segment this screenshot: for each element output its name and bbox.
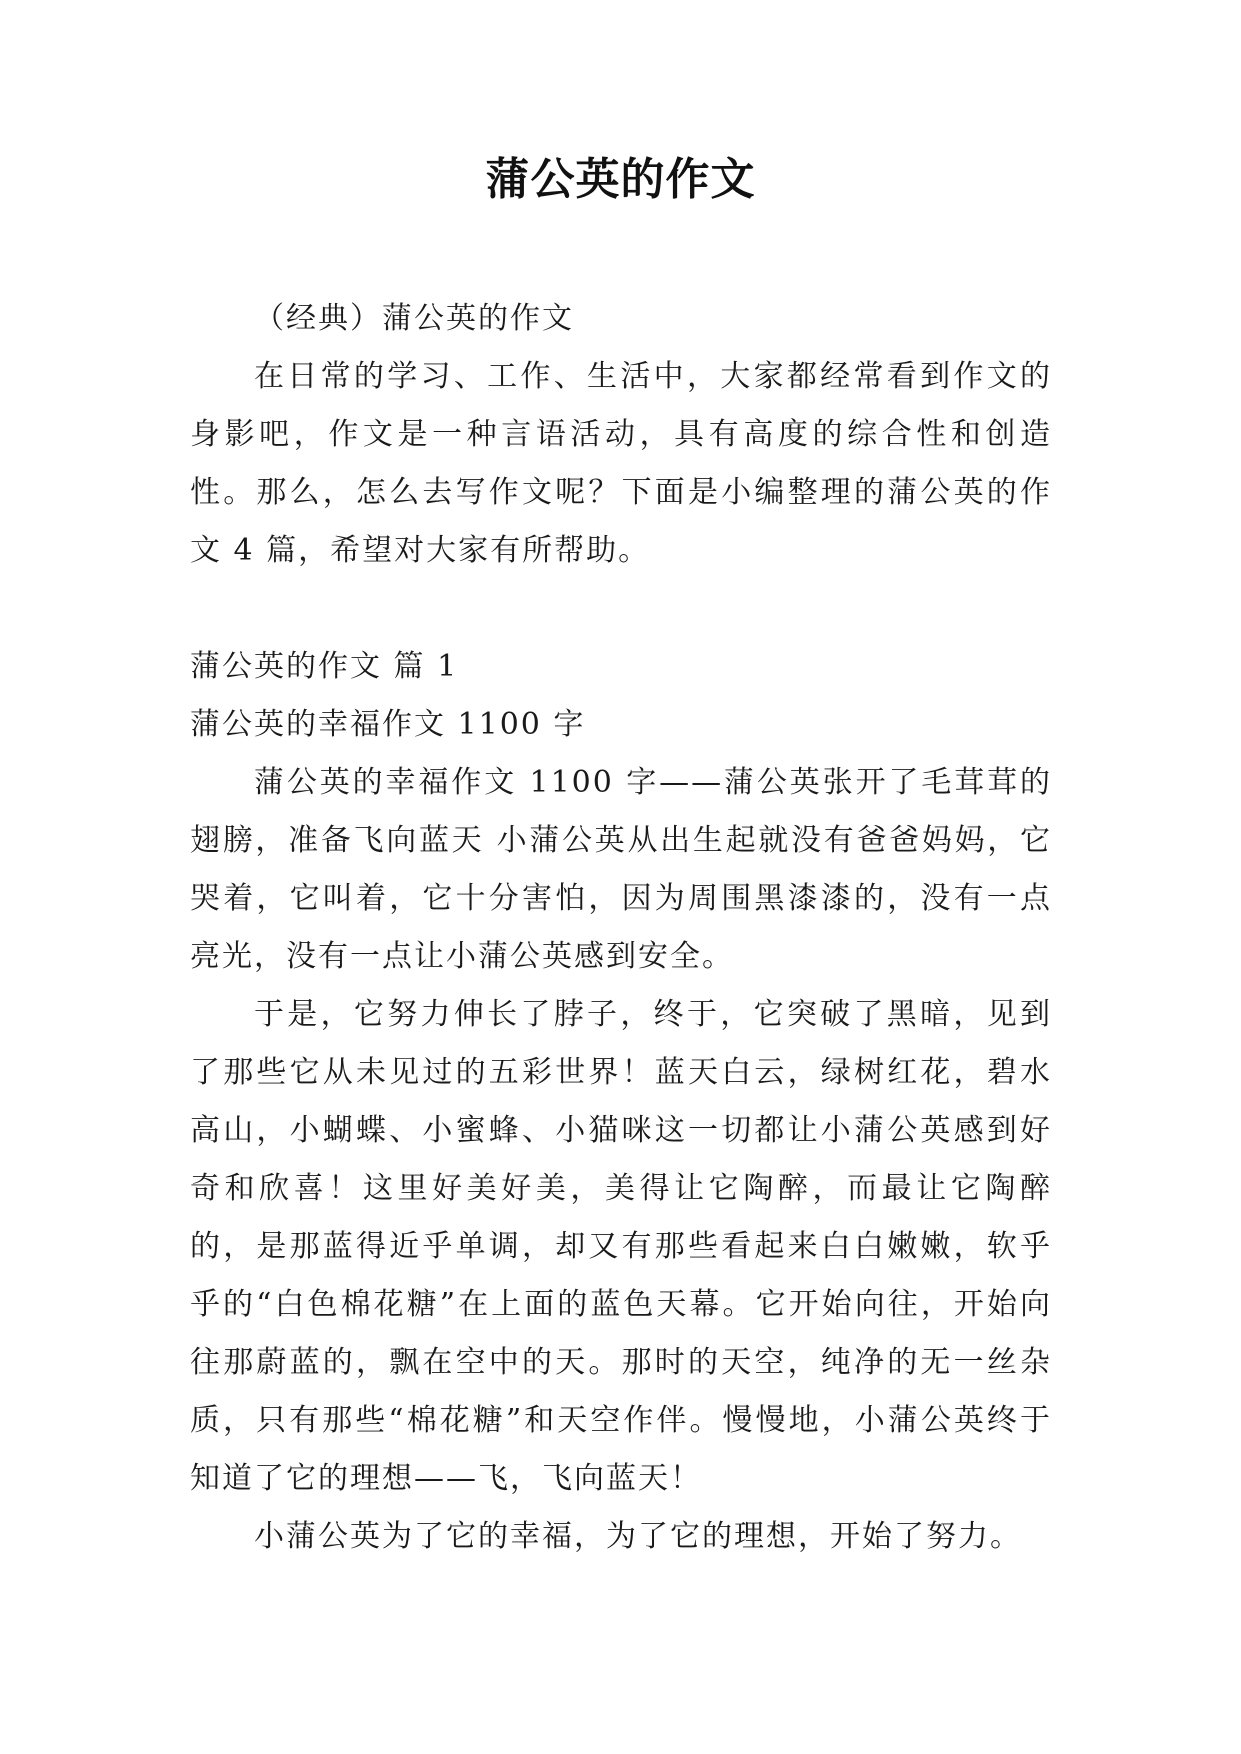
document-body [190,290,1052,1566]
intro-paragraph: 在日常的学习、工作、生活中，大家都经常看到作文的身影吧，作文是一种言语活动，具有高度的综合性和创造性。那么，怎么去写作文呢？下面是小编整理的蒲公英的作文 4 篇，希望对大家有所帮助。 [190,359,1052,568]
document-subtitle: （经典）蒲公英的作文 [254,301,574,336]
essay-paragraph-1: 蒲公英的幸福作文 1100 字——蒲公英张开了毛茸茸的翅膀，准备飞向蓝天 小蒲公英从出生起就没有爸爸妈妈，它哭着，它叫着，它十分害怕，因为周围黑漆漆的，没有一点亮光，没有一点让小蒲公英感到安全。 [190,765,1052,974]
spacer [190,580,1052,638]
essay-title: 蒲公英的幸福作文 1100 字 [190,707,586,742]
document-title: 蒲公英的作文 [485,154,756,205]
essay-paragraph-2: 于是，它努力伸长了脖子，终于，它突破了黑暗，见到了那些它从未见过的五彩世界！蓝天白云，绿树红花，碧水高山，小蝴蝶、小蜜蜂、小猫咪这一切都让小蒲公英感到好奇和欣喜！这里好美好美，美得让它陶醉，而最让它陶醉的，是那蓝得近乎单调，却又有那些看起来白白嫩嫩，软乎乎的“白色棉花糖”在上面的蓝色天幕。它开始向往，开始向往那蔚蓝的，飘在空中的天。那时的天空，纯净的无一丝杂质，只有那些“棉花糖”和天空作伴。慢慢地，小蒲公英终于知道了它的理想——飞，飞向蓝天！ [190,997,1052,1496]
section-heading: 蒲公英的作文 篇 1 [190,649,459,684]
essay-paragraph-3: 小蒲公英为了它的幸福，为了它的理想，开始了努力。 [254,1519,1022,1554]
